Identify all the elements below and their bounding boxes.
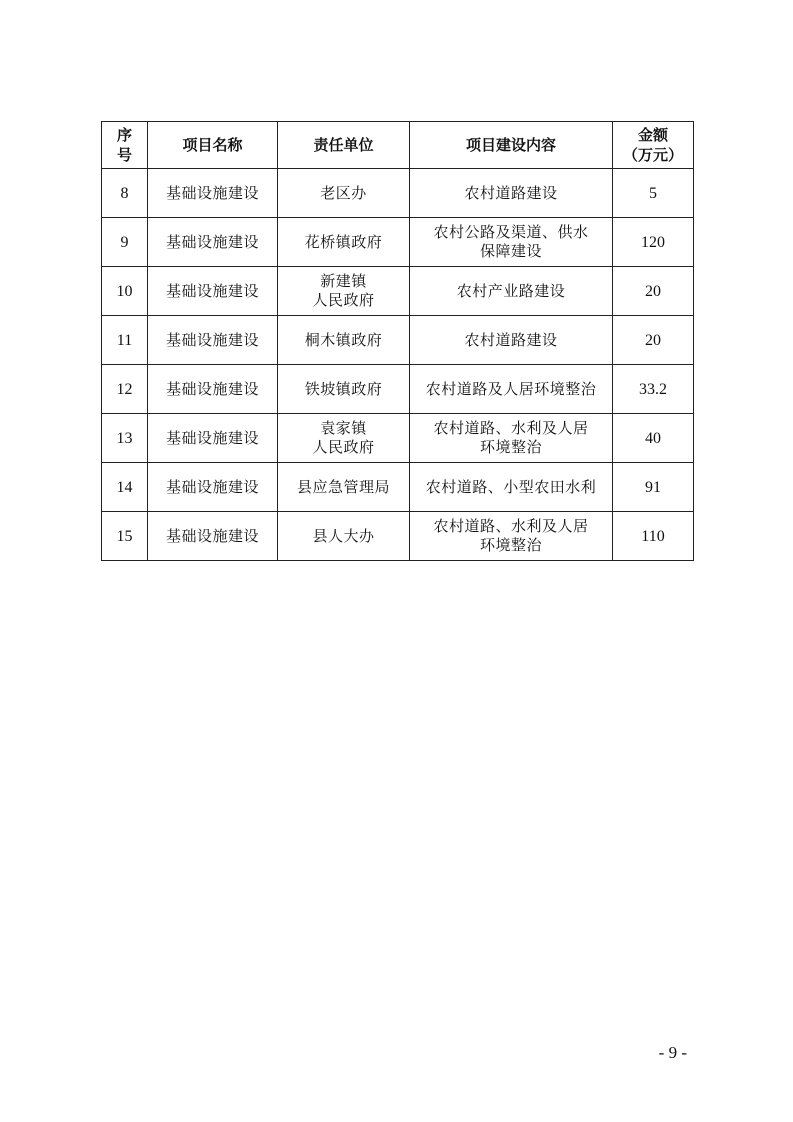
table-row: [102, 414, 694, 463]
cell-line: 环境整治: [479, 438, 542, 456]
table-row: [102, 218, 694, 267]
cell-project-name: 基础设施建设: [148, 512, 278, 561]
cell-line: 县应急管理局: [296, 477, 390, 496]
cell-construction-content: [410, 463, 613, 512]
cell-amount: 5: [613, 169, 694, 218]
cell-line: 农村道路及人居环境整治: [425, 379, 597, 398]
header-amount: [613, 122, 694, 169]
cell-line: 环境整治: [479, 536, 542, 554]
cell-amount: 110: [613, 512, 694, 561]
cell-line: 新建镇: [320, 272, 367, 290]
cell-project-name: 基础设施建设: [148, 316, 278, 365]
cell-line: 人民政府: [312, 291, 375, 309]
table-row: [102, 365, 694, 414]
header-amount-line: 金额: [637, 126, 668, 144]
header-project-name: 项目名称: [148, 122, 278, 169]
header-seq-line: 序: [116, 126, 132, 144]
cell-construction-content: [410, 316, 613, 365]
cell-project-name: 基础设施建设: [148, 169, 278, 218]
page-number: - 9 -: [658, 1043, 687, 1062]
cell-project-name: 基础设施建设: [148, 218, 278, 267]
header-amount-line: （万元）: [622, 146, 683, 164]
cell-line: 保障建设: [479, 242, 542, 260]
cell-project-name: 基础设施建设: [148, 267, 278, 316]
cell-responsible-unit: [278, 267, 410, 316]
project-table: [101, 121, 694, 561]
cell-project-name: 基础设施建设: [148, 414, 278, 463]
cell-line: 人民政府: [312, 438, 375, 456]
cell-construction-content: [410, 512, 613, 561]
cell-line: 农村道路建设: [464, 183, 558, 202]
cell-seq: 10: [102, 267, 148, 316]
cell-seq: 14: [102, 463, 148, 512]
table-header-row: [102, 122, 694, 169]
table-row: [102, 267, 694, 316]
cell-line: 农村道路建设: [464, 330, 558, 349]
cell-seq: 13: [102, 414, 148, 463]
cell-construction-content: [410, 267, 613, 316]
cell-amount: 20: [613, 316, 694, 365]
cell-construction-content: [410, 365, 613, 414]
table-row: [102, 316, 694, 365]
cell-line: 县人大办: [312, 526, 375, 545]
cell-line: 花桥镇政府: [304, 232, 383, 251]
cell-amount: 120: [613, 218, 694, 267]
cell-line: 农村道路、小型农田水利: [425, 477, 597, 496]
cell-seq: 11: [102, 316, 148, 365]
cell-responsible-unit: [278, 218, 410, 267]
cell-seq: 9: [102, 218, 148, 267]
header-construction-content: 项目建设内容: [410, 122, 613, 169]
cell-seq: 12: [102, 365, 148, 414]
cell-project-name: 基础设施建设: [148, 365, 278, 414]
table-row: [102, 169, 694, 218]
cell-line: 农村道路、水利及人居: [433, 419, 589, 437]
cell-line: 铁坡镇政府: [304, 379, 383, 398]
cell-line: 农村道路、水利及人居: [433, 517, 589, 535]
cell-amount: 40: [613, 414, 694, 463]
cell-line: 老区办: [320, 183, 367, 202]
header-responsible-unit: 责任单位: [278, 122, 410, 169]
header-seq-line: 号: [116, 146, 132, 164]
cell-responsible-unit: [278, 512, 410, 561]
cell-line: 农村公路及渠道、供水: [433, 223, 589, 241]
header-seq: [102, 122, 148, 169]
cell-construction-content: [410, 169, 613, 218]
table-row: [102, 463, 694, 512]
cell-amount: 91: [613, 463, 694, 512]
cell-amount: 33.2: [613, 365, 694, 414]
cell-responsible-unit: [278, 463, 410, 512]
cell-responsible-unit: [278, 414, 410, 463]
table-body: [102, 169, 694, 561]
cell-construction-content: [410, 218, 613, 267]
cell-line: 农村产业路建设: [456, 281, 566, 300]
cell-line: 桐木镇政府: [304, 330, 383, 349]
cell-responsible-unit: [278, 316, 410, 365]
cell-seq: 8: [102, 169, 148, 218]
cell-amount: 20: [613, 267, 694, 316]
cell-line: 袁家镇: [320, 419, 367, 437]
table-row: [102, 512, 694, 561]
cell-seq: 15: [102, 512, 148, 561]
cell-construction-content: [410, 414, 613, 463]
cell-responsible-unit: [278, 365, 410, 414]
cell-project-name: 基础设施建设: [148, 463, 278, 512]
cell-responsible-unit: [278, 169, 410, 218]
